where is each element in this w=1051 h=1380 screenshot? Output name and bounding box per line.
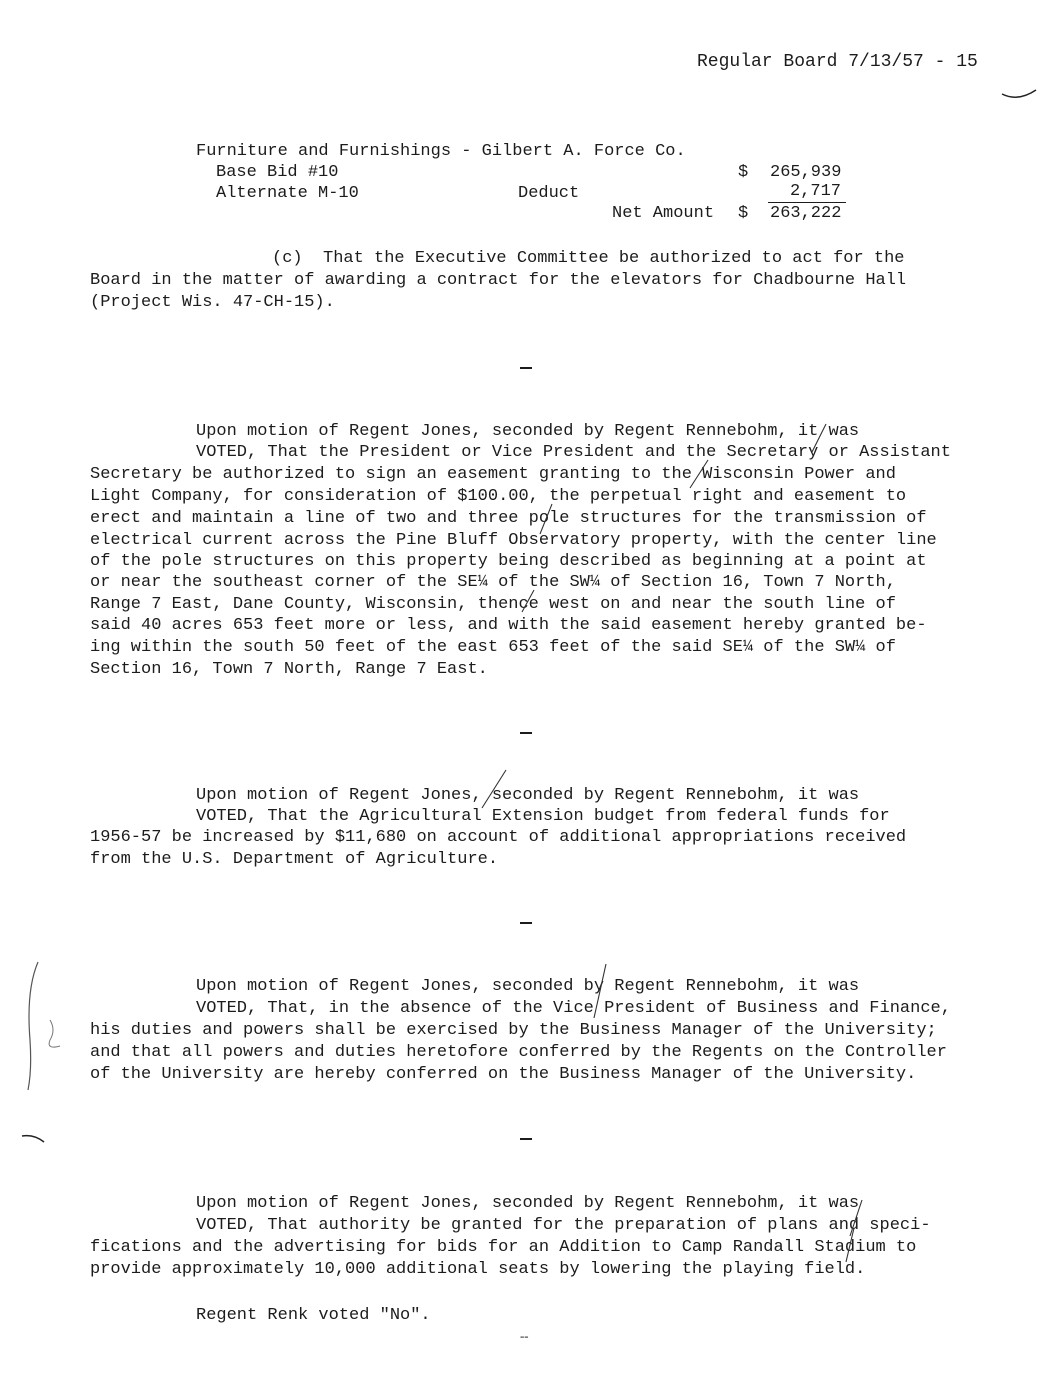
base-bid-label: Base Bid #10 (216, 163, 339, 182)
motion-line: electrical current across the Pine Bluff Observatory property, with the center line (90, 531, 937, 550)
vote-note: Regent Renk voted "No". (196, 1306, 431, 1325)
motion-line: his duties and powers shall be exercised by the Business Manager of the University; (90, 1021, 937, 1040)
net-amount: 263,222 (770, 204, 842, 223)
motion-line: Secretary be authorized to sign an easement granting to the Wisconsin Power and (90, 465, 896, 484)
deduct-label: Deduct (518, 184, 580, 203)
motion-line: Section 16, Town 7 North, Range 7 East. (90, 660, 488, 679)
net-amount-label: Net Amount (612, 204, 715, 223)
page-reference: Regular Board 7/13/57 - 15 (697, 52, 978, 72)
contract-title: Furniture and Furnishings - Gilbert A. Force Co. (196, 142, 686, 161)
motion-line: ing within the south 50 feet of the east 653 feet of the said SE¼ of the SW¼ of (90, 638, 896, 657)
motion-line: of the pole structures on this property being described as beginning at a point at (90, 552, 927, 571)
motion-line: said 40 acres 653 feet more or less, and with the said easement hereby granted be- (90, 616, 927, 635)
item-c-line: Board in the matter of awarding a contract for the elevators for Chadbourne Hall (90, 271, 907, 290)
deduct-amount: 2,717 (790, 182, 842, 201)
motion-line: 1956-57 be increased by $11,680 on account of additional appropriations received (90, 828, 907, 847)
motion-line: Range 7 East, Dane County, Wisconsin, thence west on and near the south line of (90, 595, 896, 614)
currency-symbol: $ (738, 204, 749, 223)
motion-line: VOTED, That the Agricultural Extension budget from federal funds for (196, 807, 890, 826)
currency-symbol: $ (738, 163, 749, 182)
base-bid-amount: 265,939 (770, 163, 842, 182)
motion-line: Upon motion of Regent Jones, seconded by Regent Rennebohm, it was (196, 1194, 860, 1213)
motion-line: erect and maintain a line of two and three pole structures for the transmission of (90, 509, 927, 528)
motion-line: from the U.S. Department of Agriculture. (90, 850, 499, 869)
motion-line: Upon motion of Regent Jones, seconded by Regent Rennebohm, it was (196, 786, 860, 805)
page-foot-mark: ╌ (520, 1331, 529, 1347)
motion-line: and that all powers and duties heretofore conferred by the Regents on the Controller (90, 1043, 947, 1062)
motion-line: Upon motion of Regent Jones, seconded by Regent Rennebohm, it was (196, 422, 860, 441)
alternate-label: Alternate M-10 (216, 184, 359, 203)
item-c-line: (c) That the Executive Committee be authorized to act for the (272, 249, 905, 268)
motion-line: or near the southeast corner of the SE¼ of the SW¼ of Section 16, Town 7 North, (90, 573, 896, 592)
motion-line: provide approximately 10,000 additional seats by lowering the playing field. (90, 1260, 866, 1279)
motion-line: Upon motion of Regent Jones, seconded by Regent Rennebohm, it was (196, 977, 860, 996)
motion-line: fications and the advertising for bids for an Addition to Camp Randall Stadium to (90, 1238, 917, 1257)
motion-line: of the University are hereby conferred on the Business Manager of the University. (90, 1065, 917, 1084)
item-c-line: (Project Wis. 47-CH-15). (90, 293, 335, 312)
motion-line: VOTED, That authority be granted for the preparation of plans and speci- (196, 1216, 931, 1235)
motion-line: Light Company, for consideration of $100.00, the perpetual right and easement to (90, 487, 907, 506)
motion-line: VOTED, That, in the absence of the Vice President of Business and Finance, (196, 999, 951, 1018)
motion-line: VOTED, That the President or Vice President and the Secretary or Assistant (196, 443, 951, 462)
